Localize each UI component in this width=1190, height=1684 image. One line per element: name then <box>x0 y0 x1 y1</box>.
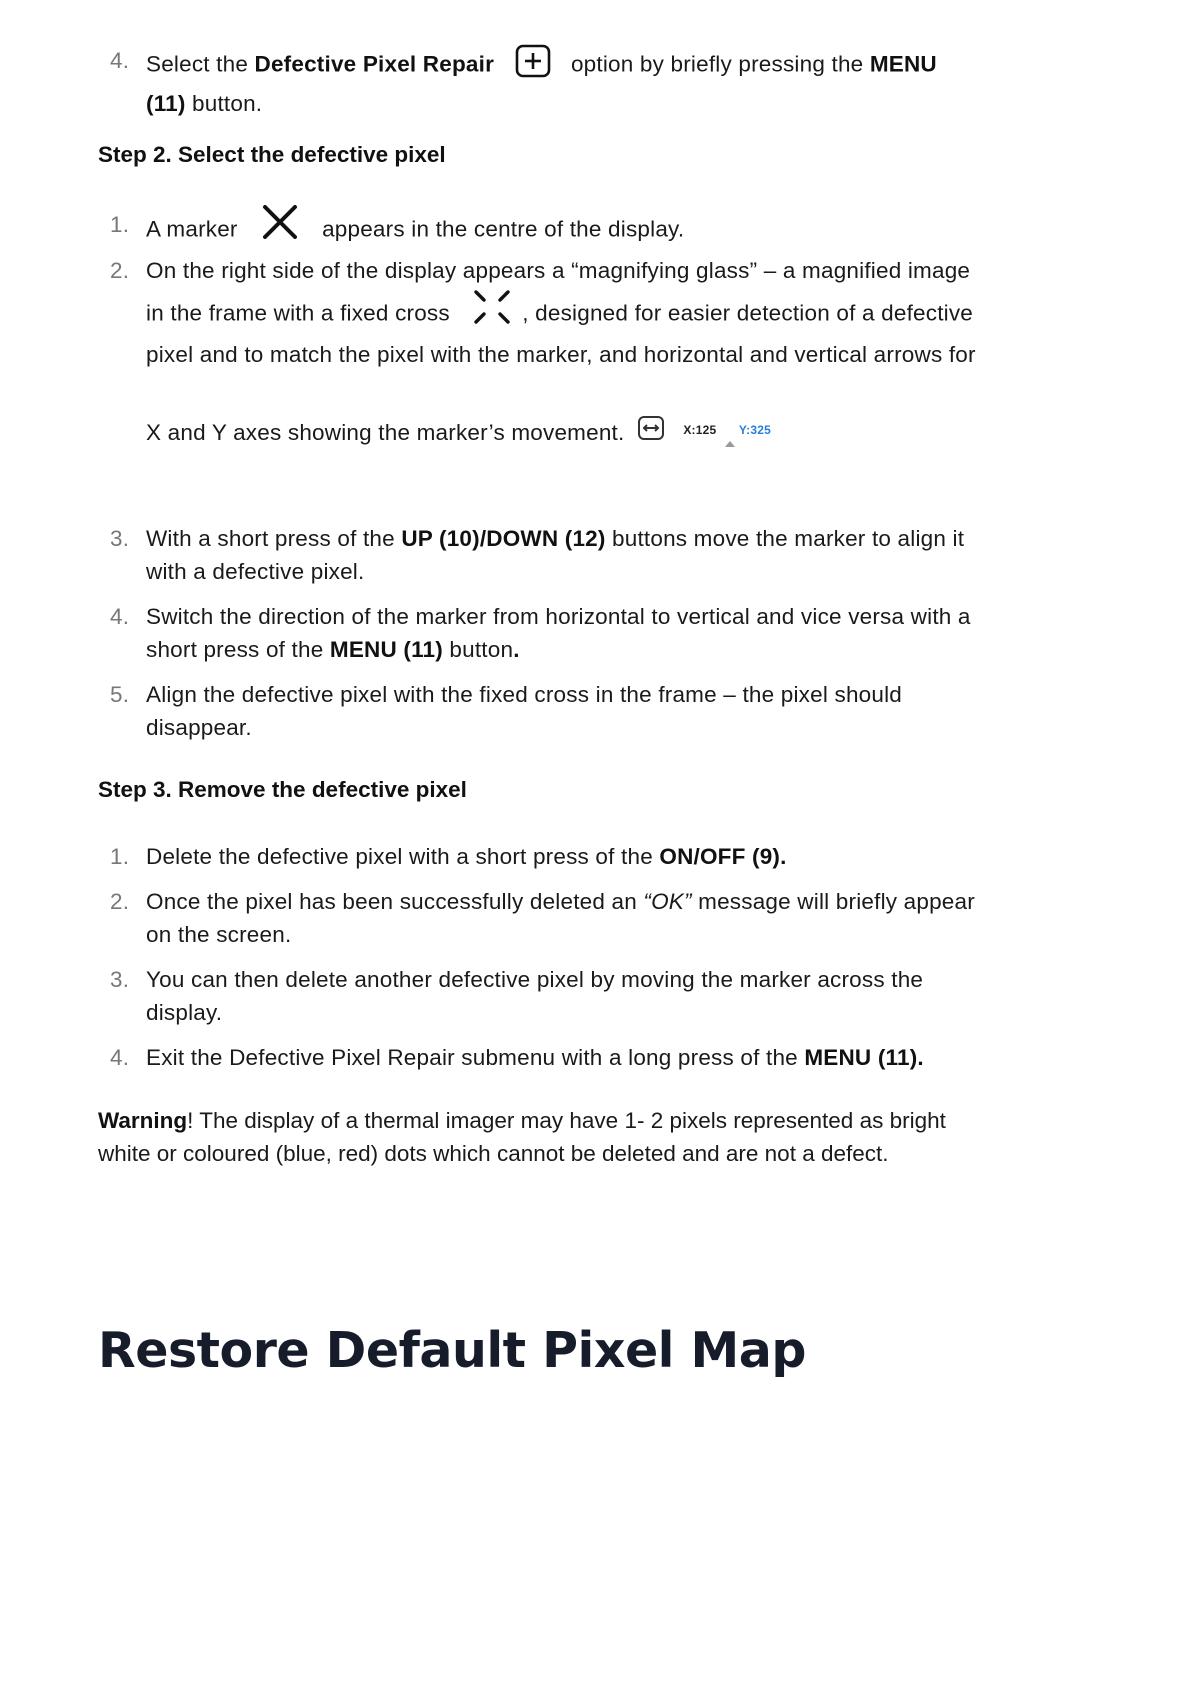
list-number: 1. <box>110 212 130 237</box>
text-span: button. <box>185 91 263 116</box>
text-span: A marker <box>146 216 238 242</box>
text-span: Exit the Defective Pixel Repair submenu with a long press of the <box>146 1045 805 1070</box>
text-span: with a defective pixel. <box>146 559 365 584</box>
horizontal-arrow-icon <box>637 415 665 450</box>
text-line: pixel and to match the pixel with the marker, and horizontal and vertical arrows for <box>146 342 976 367</box>
text-span: white or coloured (blue, red) dots which cannot be deleted and are not a defect. <box>98 1141 889 1166</box>
list-text <box>146 44 1086 120</box>
text-span: in the frame with a fixed cross <box>146 300 450 326</box>
text-span: Switch the direction of the marker from horizontal to vertical and vice versa with a <box>146 604 971 629</box>
menu-label: MENU (11) <box>329 637 443 662</box>
text-span: Once the pixel has been successfully deleted an <box>146 889 644 914</box>
list-text <box>146 678 1086 744</box>
list-text <box>146 254 1086 371</box>
step-heading: Step 3. Remove the defective pixel <box>98 777 467 802</box>
text-span: With a short press of the <box>146 526 402 551</box>
text-span: display. <box>146 1000 223 1025</box>
list-number: 3. <box>110 526 130 551</box>
text-line <box>146 291 1086 338</box>
list-text <box>146 600 1086 666</box>
on-off-label: ON/OFF (9). <box>659 844 787 869</box>
list-text <box>146 416 1086 452</box>
text-span: short press of the <box>146 637 330 662</box>
text-span: buttons move the marker to align it <box>605 526 965 551</box>
list-number: 4. <box>110 48 130 73</box>
list-number: 4. <box>110 604 130 629</box>
list-text <box>146 1041 1086 1074</box>
caret-up-icon <box>725 441 735 447</box>
y-coordinate-readout: Y:325 <box>738 422 771 437</box>
fixed-cross-icon <box>472 288 512 335</box>
text-span: Delete the defective pixel with a short press of the <box>146 844 660 869</box>
list-text <box>146 885 1086 951</box>
list-number: 2. <box>110 258 130 283</box>
up-down-buttons-label: UP (10)/DOWN (12) <box>401 526 606 551</box>
list-text <box>146 522 1086 588</box>
text-span: option by briefly pressing the <box>564 51 870 77</box>
text-span: ! The display of a thermal imager may have 1- 2 pixels represented as bright <box>187 1108 946 1133</box>
list-number: 5. <box>110 682 130 707</box>
x-coordinate-readout: X:125 <box>683 422 717 437</box>
text-span: disappear. <box>146 715 252 740</box>
text-span: , designed for easier detection of a defective <box>522 300 974 326</box>
warning-paragraph <box>98 1104 1098 1170</box>
menu-label: MENU (11). <box>804 1045 924 1070</box>
text-span: Select the <box>146 51 255 77</box>
button-number: (11) <box>146 91 186 116</box>
menu-label: MENU <box>869 51 937 77</box>
list-text <box>146 208 1086 253</box>
list-number: 2. <box>110 889 130 914</box>
period: . <box>513 637 520 662</box>
text-span: X and Y axes showing the marker’s movement. <box>146 420 625 445</box>
list-number: 3. <box>110 967 130 992</box>
text-span: Align the defective pixel with the fixed cross in the frame – the pixel should <box>146 682 903 707</box>
defective-pixel-repair-label: Defective Pixel Repair <box>254 51 495 77</box>
text-span: message will briefly appear <box>691 889 975 914</box>
plus-box-icon <box>515 44 551 87</box>
section-title: Restore Default Pixel Map <box>98 1322 806 1379</box>
list-number: 1. <box>110 844 130 869</box>
text-span: on the screen. <box>146 922 292 947</box>
text-span: You can then delete another defective pixel by moving the marker across the <box>146 967 924 992</box>
text-line: On the right side of the display appears a “magnifying glass” – a magnified image <box>146 258 971 283</box>
step-heading: Step 2. Select the defective pixel <box>98 142 446 167</box>
list-text <box>146 840 1086 873</box>
ok-message: “OK” <box>643 889 692 914</box>
text-span: appears in the centre of the display. <box>322 216 685 242</box>
text-span: button <box>442 637 514 662</box>
list-text <box>146 963 1086 1029</box>
x-marker-icon <box>262 204 298 249</box>
list-number: 4. <box>110 1045 130 1070</box>
warning-label: Warning <box>98 1108 188 1133</box>
